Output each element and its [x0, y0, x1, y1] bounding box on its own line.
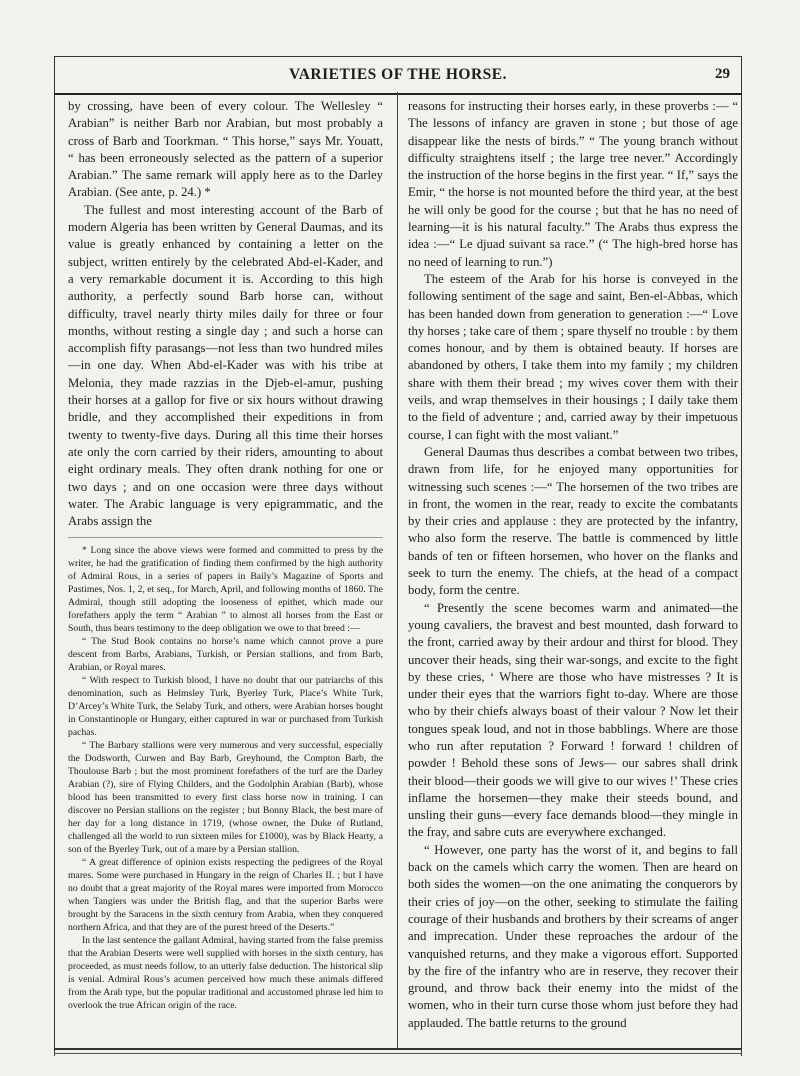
footnote-paragraph: “ The Stud Book contains no horse’s name which cannot prove a pure descent from Barbs, Arabians, Turkish, or Persian stallions, and from Barb, Arabian, or Royal mares.: [68, 636, 383, 674]
bottom-border: [54, 1048, 742, 1050]
right-column: [408, 98, 738, 1032]
footnote-paragraph: * Long since the above views were formed and committed to press by the writer, he had the gratification of finding them confirmed by the high authority of Admiral Rous, in a series of papers in Baily’s Magazine of Sports and Pastimes, Nos. 1, 2, et seq., for March, April, and following months of 1860. The Admiral, though still adopting the looseness of epithet, which made our forefathers apply the term “ Arabian ” to almost all horses from the East or South, thus bears testimony to the deep obligation we owe to that breed :—: [68, 545, 383, 635]
page-border-left: [54, 56, 55, 1056]
paragraph: The esteem of the Arab for his horse is conveyed in the following sentiment of the sage and saint, Ben-el-Abbas, which has been handed down from generation to generation :—“ Love thy horses ; take care of them ; spare thyself no trouble : by them comes honour, and by them is obtained beauty. If horses are abandoned by others, I take them into my family ; my children share with them their bread ; my wives cover them with their veils, and wrap themselves in their housings ; I daily take them to the field of adventure ; and, carried away by their impetuous course, I can fight with the most valiant.”: [408, 271, 738, 442]
footnote-paragraph: “ With respect to Turkish blood, I have no doubt that our patriarchs of this denomination, such as Helmsley Turk, Byerley Turk, Place’s White Turk, D’Arcey’s White Turk, the Selaby Turk, and others, were Arabian horses bought in Constantinople or Hungary, either captured in war or purchased from Turkish pachas.: [68, 675, 383, 739]
right-body-text: [408, 98, 738, 1032]
footnote-paragraph: In the last sentence the gallant Admiral, having started from the false premiss that the Arabian Deserts were well supplied with horses in the sixth century, has proceeded, as must needs follow, to an utterly false deduction. The historical slip is venial. Admiral Rous’s acumen perceived how much these animals differed from the Arab type, but the popular traditional and accustomed phrase led him to overlook the true African origin of the race.: [68, 935, 383, 1012]
footnote-paragraph: “ The Barbary stallions were very numerous and very successful, especially the Dodsworth, Curwen and Bay Barb, Greyhound, the Compton Barb, the Thoulouse Barb ; but the most prominent forefathers of the turf are the Darley Arabian (?), sire of Flying Childers, and the Godolphin Arabian (Barb), whose blood has been transmitted to every first class horse now in training. I can discover no Persian stallions on the register ; but Bonny Black, the best mare of her day for a long distance in 1719, (whose owner, the Duke of Rutland, challenged all the world to run sixteen miles for £1000), was by Black Hearty, a son of the Byerley Turk, out of a mare by a Persian stallion.: [68, 740, 383, 856]
paragraph: The fullest and most interesting account of the Barb of modern Algeria has been written by General Daumas, and its value is greatly enhanced by containing a letter on the subject, written entirely by the celebrated Abd-el-Kader, and a very remarkable document it is. According to this high authority, a perfectly sound Barb horse can, without difficulty, travel nearly thirty miles daily for three or four months, without resting a single day ; and such a horse can accomplish fifty parasangs—not less than two hundred miles—in one day. When Abd-el-Kader was with his tribe at Melonia, they made razzias in the Djeb-el-amur, pushing their horses at a gallop for five or six hours without drawing bridle, and they accomplished their expeditions in from twenty to twenty-five days. During all this time their horses ate only the corn carried by their riders, amounting to about eight ordinary meals. They often drank nothing for one or two days ; and on one occasion were three days without water. The Arabic language is very epigrammatic, and the Arabs assign the: [68, 202, 383, 529]
column-divider: [397, 92, 398, 1048]
left-body-text: [68, 98, 383, 530]
bottom-border-inner: [54, 1053, 742, 1054]
paragraph: “ However, one party has the worst of it, and begins to fall back on the camels which carry the women. Then are heard on both sides the women—on the one animating the conquerors by their cries of joy—on the other, seeking to stimulate the failing courage of their husbands and brothers by their screams of anger and imprecation. Under these reproaches the ardour of the vanquished returns, and they make a vigorous effort. Supported by the fire of the infantry who are in reserve, they recover their ground, and throw back their enemy into the midst of the women, who in their turn curse those whom just before they had applauded. The battle returns to the ground: [408, 842, 738, 1030]
left-column: [68, 98, 383, 1012]
footnote-rule: [68, 537, 383, 538]
page-number: 29: [715, 66, 730, 82]
footnote-paragraph: “ A great difference of opinion exists respecting the pedigrees of the Royal mares. Some were purchased in Hungary in the reign of Charles II. ; but I have no doubt that a great majority of the Royal mares were imported from Morocco when Tangiers was under the British flag, and that the superior Barbs were brought by the Saracens in the sixth century from Arabia, when they conquered northern Africa, and that they are of the purest breed of the Deserts.”: [68, 857, 383, 934]
paragraph: reasons for instructing their horses early, in these proverbs :— “ The lessons of infancy are graven in stone ; but those of age disappear like the nests of birds.” “ The young branch without difficulty straightens itself ; the large tree never.” Accordingly the instruction of the horse begins in the first year. “ If,” says the Emir, “ the horse is not mounted before the third year, at the best he will only be good for the course ; but that he has no need of learning—it is his natural faculty.” The Arabs thus express the idea :—“ Le djuad suivant sa race.” (“ The high-bred horse has no need of learning to run.”): [408, 99, 738, 269]
paragraph: “ Presently the scene becomes warm and animated—the young cavaliers, the bravest and best mounted, dash forward to the front, carried away by their ardour and thirst for blood. They uncover their heads, sing their war-songs, and excite to the fight by these cries, ‘ Where are those who have mistresses ? It is under their eyes that the warriors fight to-day. Where are those who by their chiefs always boast of their valour ? Now let their tongues speak loud, and not in those babblings. Where are those who run after reputation ? Forward ! forward ! children of powder ! Behold these sons of Jews— our sabres shall drink their blood—their goods we will give to our wives !’ These cries inflame the horsemen—they make their steeds bound, and unsling their guns—every face demands blood—they mingle in the fray, and sabre cuts are everywhere exchanged.: [408, 600, 738, 840]
running-header: [54, 56, 742, 95]
paragraph: by crossing, have been of every colour. The Wellesley “ Arabian” is neither Barb nor Arabian, but most probably a cross of Barb and Toorkman. “ This horse,” says Mr. Youatt, “ has been erroneously selected as the pattern of a superior Arabian.” The same remark will apply here as to the Darley Arabian. (See ante, p. 24.) *: [68, 99, 383, 200]
paragraph: General Daumas thus describes a combat between two tribes, drawn from life, for he enjoyed many opportunities for witnessing such scenes :—“ The horsemen of the two tribes are in front, the women in the rear, ready to excite the combatants by their cries and applause : they are protected by the infantry, who also form the reserve. The battle is commenced by little bands of ten or fifteen horsemen, who hover on the flanks and seek to turn the enemy. The chiefs, at the head of a compact body, form the centre.: [408, 444, 738, 598]
footnotes: [68, 544, 383, 1012]
page-border-right: [741, 56, 742, 1056]
running-title: VARIETIES OF THE HORSE.: [289, 66, 507, 83]
